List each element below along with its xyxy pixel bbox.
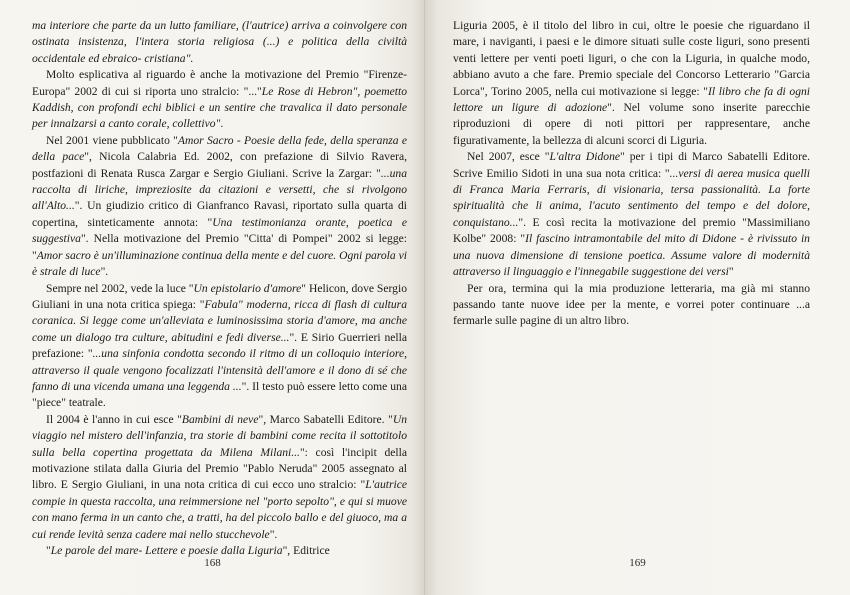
italic-text: Amor sacro è un'illuminazione continua della mente e del cuore. Ogni parola vi è strale di luce	[32, 248, 407, 279]
text-span: Il 2004 è l'anno in cui esce "	[46, 412, 182, 426]
text-span: Nel 2001 viene pubblicato "	[46, 133, 178, 147]
italic-text: ...una sinfonia condotta secondo il ritmo di un colloquio interiore, attraverso il quale vengono focalizzati l'intensità dell'amore e il dono di sé che fanno di una vicenda umana una leggenda ...	[32, 347, 407, 393]
italic-text: Una testimonianza orante, poetica e suggestiva	[32, 215, 407, 246]
paragraph	[32, 412, 407, 543]
italic-text: ...versi di aerea musica quelli di Franca Maria Ferraris, di visionaria, tersa passionalità. La forte spiritualità che li anima, l'acuto sentimento del tempo e del dolore, conquistano...	[453, 166, 810, 229]
text-span: ", Editrice	[282, 544, 330, 557]
text-span: ": così l'incipit della motivazione stilata dalla Giuria del Premio "Pablo Neruda" 2005 assegnato al libro. E Sergio Giuliani, in una nota critica di cui ecco uno stralcio: "	[32, 445, 407, 492]
paragraph	[32, 281, 407, 412]
italic-text: Il fascino intramontabile del mito di Didone - è rivissuto in una nuova dimensione di tensione poetica. Assume valore di modernità attraverso il linguaggio e l'innegabile suggestione dei versi	[453, 232, 810, 279]
paragraph	[453, 281, 810, 330]
italic-text: Amor Sacro - Poesie della fede, della speranza e della pace	[32, 133, 407, 164]
italic-text: L'altra Didone	[549, 150, 621, 164]
paragraph	[453, 18, 810, 149]
text-span: "	[46, 544, 51, 557]
italic-text: Un viaggio nel mistero dell'infanzia, tra storie di bambini come recita il sottotitolo sulla bella copertina progettata da Milena Milani...	[32, 412, 407, 459]
text-span: " Helicon, dove Sergio Giuliani in una nota critica spiega: "	[32, 281, 407, 311]
paragraph	[32, 67, 407, 133]
italic-text: ...una raccolta di liriche, impreziosite da citazioni e versetti, che si rivolgono all'Alto...	[32, 166, 407, 213]
text-span: ", Nicola Calabria Ed. 2002, con prefazione di Silvio Ravera, postfazioni di Renata Rusca Zargar e Sergio Giuliani. Scrive la Zargar: "	[32, 150, 407, 180]
text-span: " per i tipi di Marco Sabatelli Editore. Scrive Emilio Sidoti in una sua nota critica: "	[453, 150, 810, 180]
text-span: ". Nel volume sono inserite parecchie riproduzioni di opere di noti pittori per rappresentare, anche figurativamente, la bellezza di alcuni scorci di Liguria.	[453, 101, 810, 147]
italic-text: Fabula" moderna, ricca di flash di cultura coranica. Si legge come un'alleviata e luminosissima storia d'amore, ma anche come un dialogo tra culture, abitudini e fedi diverse...	[32, 297, 407, 344]
right-page-text	[453, 18, 810, 330]
text-span: Nel 2007, esce "	[467, 150, 550, 164]
left-page-text	[32, 18, 407, 559]
italic-text: Il libro che fa di ogni lettore un ligure di adozione	[453, 84, 811, 115]
right-page-number: 169	[629, 557, 646, 569]
text-span: ". Il testo può essere letto come una "piece" teatrale.	[32, 379, 407, 410]
text-span: ". E Sirio Guerrieri nella prefazione: "	[32, 330, 407, 361]
right-page	[425, 0, 850, 595]
text-span: Sempre nel 2002, vede la luce "	[46, 281, 194, 295]
paragraph	[453, 149, 810, 280]
text-span: ". E così recita la motivazione del premio "Massimiliano Kolbe" 2008: "	[453, 215, 810, 246]
italic-text: Le parole del mare- Lettere e poesie dalla Liguria	[50, 544, 283, 557]
text-span: Per ora, termina qui la mia produzione letteraria, ma già mi stanno passando tante nuove idee per la mente, e vorrei poter continuare ...a fermarle sulle pagine di un altro libro.	[453, 281, 810, 328]
italic-text: ma interiore che parte da un lutto familiare, (l'autrice) arriva a coinvolgere con ostinata insistenza, l'intera storia religiosa (...) e politica della civiltà occidentale ed ebraico- cristiana".	[32, 19, 407, 65]
paragraph	[32, 18, 407, 67]
text-span: ", Marco Sabatelli Editore. "	[258, 412, 393, 426]
text-span: "	[728, 265, 734, 279]
text-span: .	[220, 117, 224, 131]
italic-text: Un epistolario d'amore	[193, 281, 302, 295]
text-span: Molto esplicativa al riguardo è anche la motivazione del Premio "Firenze- Europa" 2002 di cui si riporta uno stralcio: "..."	[32, 68, 407, 98]
italic-text: L'autrice compie in questa raccolta, una reimmersione nel "porto sepolto", e qui si muove con mano ferma in un canto che, a tratti, ha del piccolo ballo e del giuoco, ma a cui rende levità senza cadere mai nello stucchevole	[32, 478, 407, 541]
text-span: Liguria 2005, è il titolo del libro in cui, oltre le poesie che riguardano il mare, i naviganti, i paesi e le dimore situati sulle coste liguri, sono presenti venti lettere per venti poeti liguri, o che con la Liguria, in qualche modo, abbiano avuto a che fare. Premio speciale del Concorso Letterario "Garcia Lorca", Torino 2005, nella cui motivazione si legge: "	[453, 19, 810, 98]
left-page-number: 168	[204, 557, 221, 569]
paragraph	[32, 133, 407, 281]
text-span: ".	[269, 527, 278, 541]
text-span: ".	[100, 265, 109, 279]
text-span: ". Un giudizio critico di Gianfranco Ravasi, riportato sulla quarta di copertina, sinteticamente annota: "	[32, 199, 407, 229]
italic-text: Bambini di neve	[181, 412, 259, 426]
italic-text: Le Rose di Hebron", poemetto Kaddish, con profondi echi biblici e un sentire che travalica il dato personale per innalzarsi a canto corale, collettivo"	[32, 84, 407, 131]
text-span: ". Nella motivazione del Premio "Citta' di Pompei" 2002 si legge: "	[32, 232, 407, 262]
